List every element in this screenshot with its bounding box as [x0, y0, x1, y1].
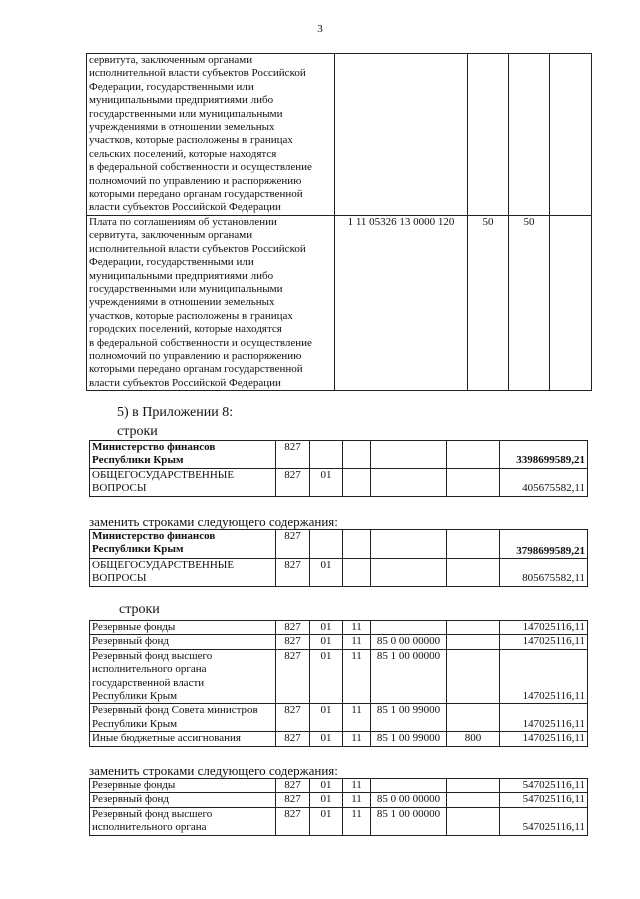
cell-code: 827 [276, 732, 310, 746]
text-line: государственными или муниципальными [89, 107, 283, 120]
row-name: Резервный фонд Совета министров Республики Крым [90, 704, 276, 732]
budget-code: 1 11 05326 13 0000 120 [335, 216, 468, 391]
cell-csr: 85 0 00 00000 [371, 635, 447, 649]
sum: 805675582,11 [500, 559, 588, 587]
cell-csr: 85 1 00 00000 [371, 807, 447, 835]
section-name: ОБЩЕГОСУДАРСТВЕННЫЕ ВОПРОСЫ [90, 468, 276, 496]
cell-code: 827 [276, 793, 310, 807]
text-line: исполнительной власти субъектов Российской [89, 67, 306, 80]
text-line: в федеральной собственности и осуществление [89, 336, 312, 349]
cell-code: 827 [276, 807, 310, 835]
text-line: государственными или муниципальными [89, 283, 283, 296]
table-row [90, 704, 588, 732]
replace-heading: заменить строками следующего содержания: [89, 763, 338, 778]
text-line: Федерации, государственными или [89, 256, 254, 269]
cell-code: 827 [276, 621, 310, 635]
row-name: Резервный фонд высшего исполнительного органа [90, 807, 276, 835]
cell-vr [447, 649, 500, 704]
cell-vr [447, 793, 500, 807]
sum: 405675582,11 [500, 468, 588, 496]
cell-sum: 547025116,11 [500, 807, 588, 835]
cell-sub: 11 [343, 732, 371, 746]
text-line: в федеральной собственности и осуществление [89, 161, 312, 174]
table-row [87, 216, 592, 391]
section-name: ОБЩЕГОСУДАРСТВЕННЫЕ ВОПРОСЫ [90, 559, 276, 587]
cell-sub: 11 [343, 649, 371, 704]
table-row [90, 635, 588, 649]
table-row [90, 793, 588, 807]
rows-table-new-reserve [89, 778, 588, 836]
cell-sec: 01 [310, 779, 343, 793]
ministry-name: Министерство финансов Республики Крым [90, 441, 276, 469]
cell-sec: 01 [310, 704, 343, 732]
text-line: Плата по соглашениям об установлении [89, 216, 277, 228]
text-line: которыми передано органам государственной [89, 363, 303, 376]
text-line: муниципальными предприятиями либо [89, 94, 274, 107]
cell-sec: 01 [310, 635, 343, 649]
rows-label: строки [119, 602, 160, 617]
cell-vr [447, 621, 500, 635]
text-line: исполнительной власти субъектов Российской [89, 242, 306, 255]
cell-sec: 01 [310, 793, 343, 807]
cell-sub: 11 [343, 621, 371, 635]
cell-sec: 01 [310, 621, 343, 635]
cell-vr [447, 807, 500, 835]
table-row [90, 732, 588, 746]
table-row [90, 559, 588, 587]
cell-sec: 01 [310, 649, 343, 704]
row-name: Резервный фонд высшего исполнительного органа государственной власти Республики Крым [90, 649, 276, 704]
ministry-name: Министерство финансов Республики Крым [90, 530, 276, 559]
row-name: Резервный фонд [90, 793, 276, 807]
amount-2: 50 [509, 216, 550, 391]
rows-table-new-ministry [89, 529, 588, 587]
text-line: учреждениями в отношении земельных [89, 296, 275, 309]
cell-sub: 11 [343, 635, 371, 649]
sum: 3798699589,21 [500, 530, 588, 559]
cell-sub: 11 [343, 704, 371, 732]
cell-csr: 85 1 00 99000 [371, 732, 447, 746]
cell-sub: 11 [343, 807, 371, 835]
table-row [90, 621, 588, 635]
code: 827 [276, 530, 310, 559]
cell-csr: 85 1 00 99000 [371, 704, 447, 732]
text-line: сервитута, заключенным органами [89, 54, 253, 66]
table-row [90, 468, 588, 496]
text-line: участков, которые расположены в границах [89, 134, 293, 147]
revenue-table [86, 53, 592, 391]
cell-sum: 147025116,11 [500, 649, 588, 704]
sum: 3398699589,21 [500, 441, 588, 469]
cell-sum: 547025116,11 [500, 793, 588, 807]
replace-heading: заменить строками следующего содержания: [89, 514, 338, 529]
text-line: Федерации, государственными или [89, 80, 254, 93]
cell-csr [371, 621, 447, 635]
text-line: участков, которые расположены в границах [89, 309, 293, 322]
text-line: городских поселений, которые находятся [89, 323, 282, 336]
amount-1: 50 [468, 216, 509, 391]
cell-sec: 01 [310, 732, 343, 746]
cell-sec: 01 [310, 807, 343, 835]
text-line: полномочий по управлению и распоряжению [89, 174, 302, 187]
rows-label: строки [117, 424, 158, 439]
cell-code: 827 [276, 704, 310, 732]
table-row [90, 530, 588, 559]
section-code: 01 [310, 468, 343, 496]
cell-sum: 147025116,11 [500, 732, 588, 746]
row-name: Резервный фонд [90, 635, 276, 649]
cell-sum: 547025116,11 [500, 779, 588, 793]
table-row [90, 441, 588, 469]
cell-vr [447, 704, 500, 732]
code: 827 [276, 468, 310, 496]
text-line: власти субъектов Российской Федерации [89, 376, 281, 389]
cell-code: 827 [276, 649, 310, 704]
cell-csr: 85 1 00 00000 [371, 649, 447, 704]
cell-csr: 85 0 00 00000 [371, 793, 447, 807]
cell-vr [447, 779, 500, 793]
cell-vr [447, 635, 500, 649]
row-name: Резервные фонды [90, 621, 276, 635]
row-name: Резервные фонды [90, 779, 276, 793]
text-line: полномочий по управлению и распоряжению [89, 350, 302, 363]
section-code: 01 [310, 559, 343, 587]
cell-sub: 11 [343, 779, 371, 793]
cell-sum: 147025116,11 [500, 635, 588, 649]
cell-vr: 800 [447, 732, 500, 746]
table-row [87, 54, 592, 216]
cell-code: 827 [276, 635, 310, 649]
text-line: которыми передано органам государственной [89, 188, 303, 201]
row-name: Иные бюджетные ассигнования [90, 732, 276, 746]
table-row [90, 779, 588, 793]
table-row [90, 649, 588, 704]
rows-table-original-ministry [89, 440, 588, 497]
code: 827 [276, 441, 310, 469]
text-line: муниципальными предприятиями либо [89, 269, 274, 282]
section-heading: 5) в Приложении 8: [117, 405, 234, 420]
cell-sum: 147025116,11 [500, 704, 588, 732]
page-number: 3 [317, 23, 323, 35]
cell-code: 827 [276, 779, 310, 793]
cell-sub: 11 [343, 793, 371, 807]
cell-sum: 147025116,11 [500, 621, 588, 635]
text-line: учреждениями в отношении земельных [89, 121, 275, 134]
text-line: власти субъектов Российской Федерации [89, 201, 281, 214]
text-line: сельских поселений, которые находятся [89, 147, 277, 160]
row-description [87, 54, 335, 216]
row-description [87, 216, 335, 391]
rows-table-original-reserve [89, 620, 588, 747]
cell-csr [371, 779, 447, 793]
table-row [90, 807, 588, 835]
text-line: сервитута, заключенным органами [89, 229, 253, 242]
code: 827 [276, 559, 310, 587]
